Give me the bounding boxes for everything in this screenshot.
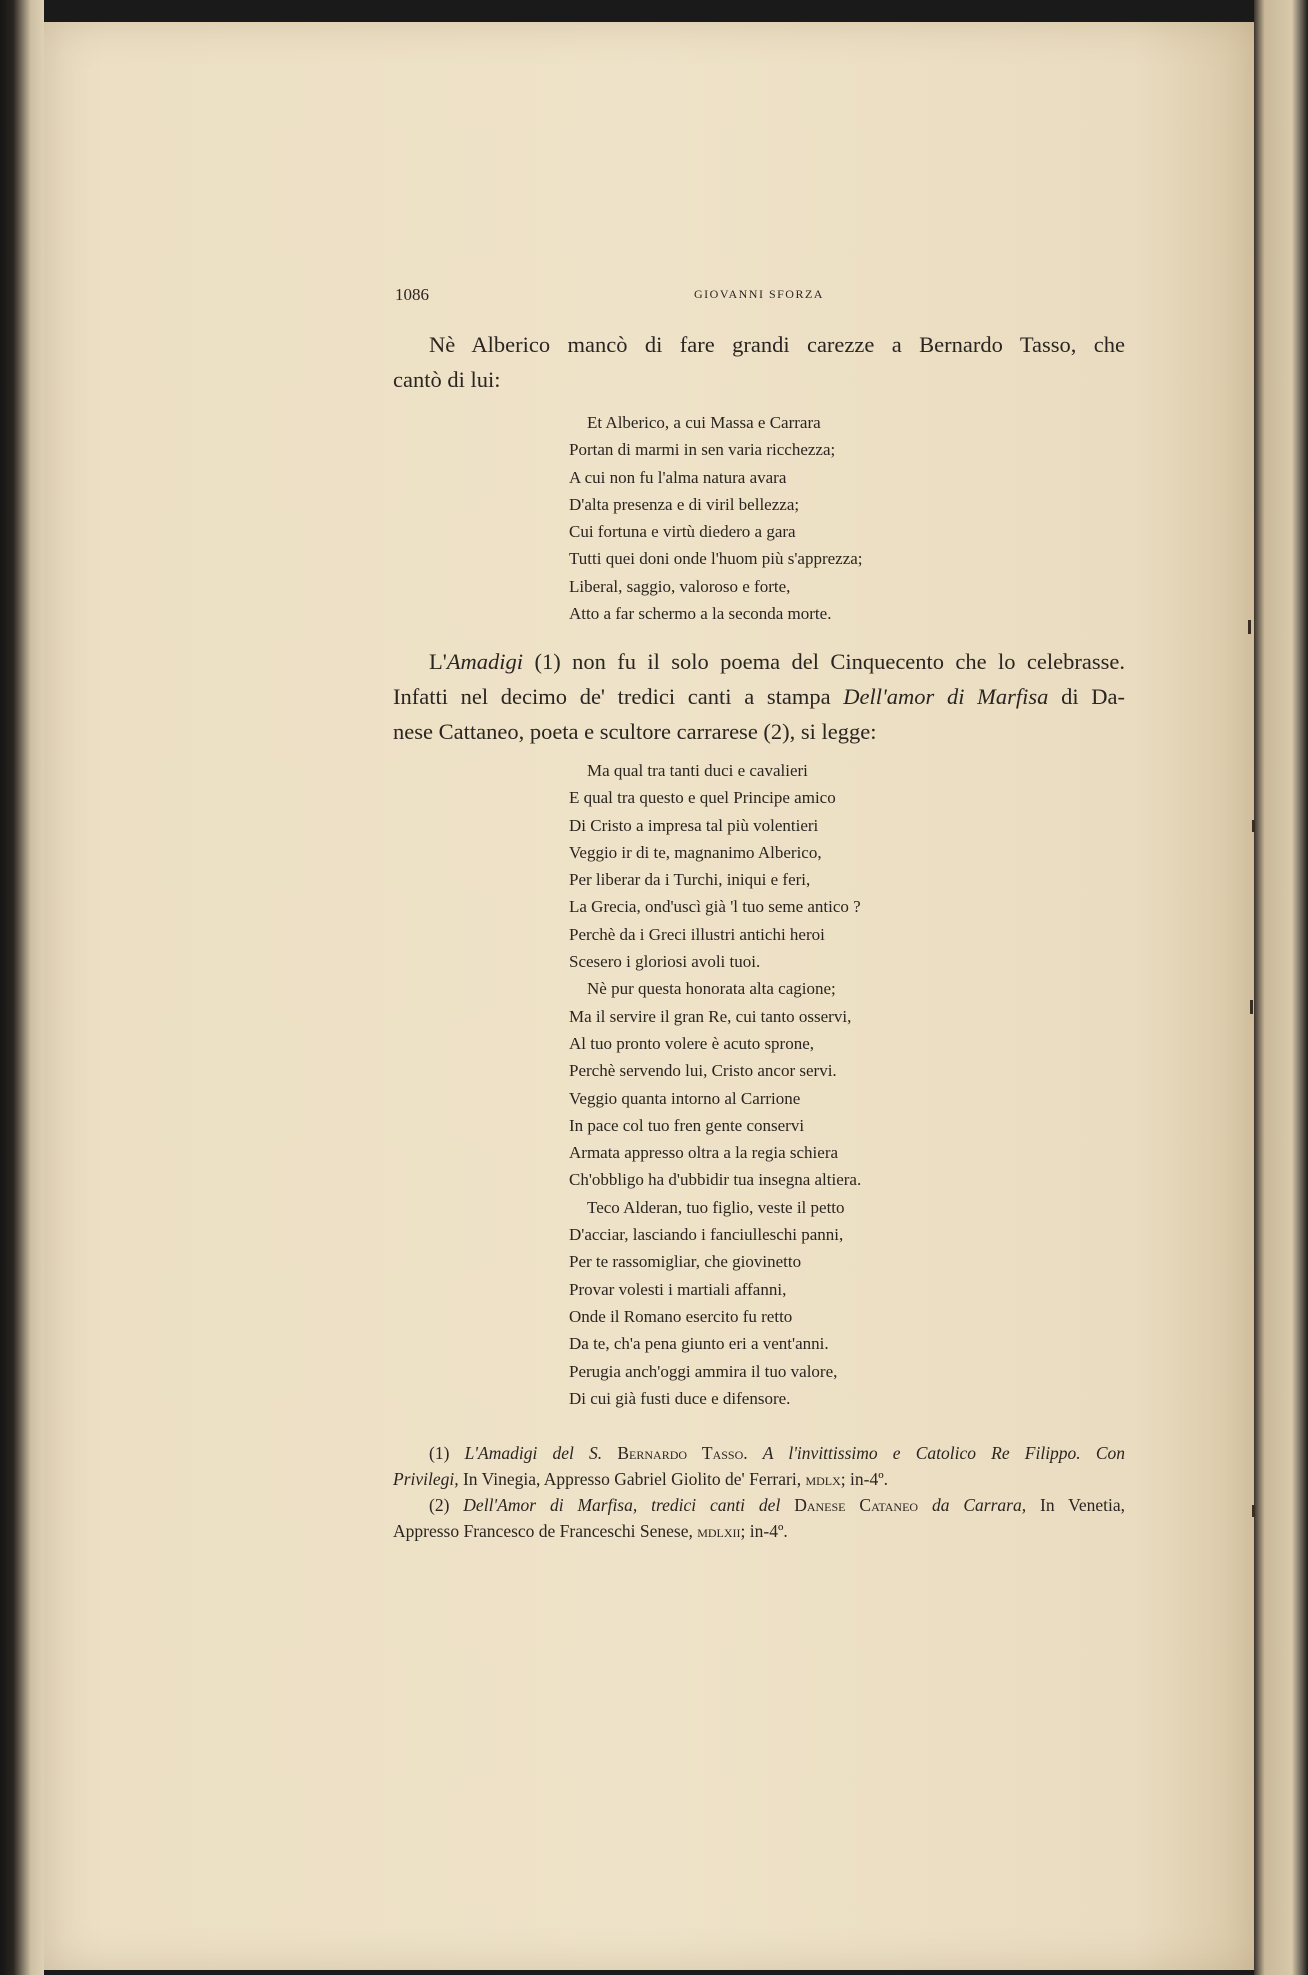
verse-line: D'acciar, lasciando i fanciulleschi panni, <box>569 1225 844 1245</box>
verse-line: Provar volesti i martiali affanni, <box>569 1279 787 1299</box>
paragraph-line: nese Cattaneo, poeta e scultore carrarese (2), si legge: <box>393 719 877 744</box>
footnote-2-line <box>393 1492 1125 1518</box>
verse-line: Perchè servendo lui, Cristo ancor servi. <box>569 1061 837 1081</box>
verse-line: Scesero i gloriosi avoli tuoi. <box>569 952 761 972</box>
text-run: A l'invittissimo e Catolico Re Filippo. Con <box>762 1443 1126 1463</box>
margin-mark <box>1250 1000 1253 1014</box>
text-run: Dell'Amor di Marfisa, tredici canti del <box>463 1495 795 1515</box>
verse-line: Teco Alderan, tuo figlio, veste il petto <box>587 1197 845 1217</box>
text-run: (1) non fu il solo poema del Cinquecento che lo celebrasse. <box>523 649 1125 674</box>
footnote-1-line <box>393 1466 1125 1492</box>
verse-line: Veggio ir di te, magnanimo Alberico, <box>569 842 822 862</box>
verse-line: Nè pur questa honorata alta cagione; <box>587 979 836 999</box>
verse-line: Liberal, saggio, valoroso e forte, <box>569 576 791 596</box>
verse-line: Veggio quanta intorno al Carrione <box>569 1088 801 1108</box>
margin-mark <box>1252 820 1255 832</box>
book-title-amadigi: Amadigi <box>446 649 524 674</box>
verse-line: Et Alberico, a cui Massa e Carrara <box>587 413 821 432</box>
text-run: . <box>743 1443 763 1463</box>
text-run: da Carrara, <box>918 1495 1027 1515</box>
verse-line: Tutti quei doni onde l'huom più s'apprezza; <box>569 549 863 569</box>
paragraph-line: Nè Alberico mancò di fare grandi carezze a Bernardo Tasso, che <box>429 332 1125 357</box>
verse-line: Perugia anch'oggi ammira il tuo valore, <box>569 1361 838 1381</box>
margin-mark <box>1248 620 1251 634</box>
footnote-number: (2) <box>429 1495 464 1515</box>
verse-line: Portan di marmi in sen varia ricchezza; <box>569 440 836 460</box>
verse-line: Per te rassomigliar, che giovinetto <box>569 1252 802 1272</box>
text-run: L' <box>429 649 447 674</box>
running-head: GIOVANNI SFORZA <box>694 287 824 301</box>
footnote-number: (1) <box>429 1443 465 1463</box>
footnotes <box>393 1440 1125 1544</box>
text-run: L'Amadigi del S. <box>464 1443 618 1463</box>
book-title-marfisa: Dell'amor di Marfisa <box>843 684 1049 709</box>
right-book-edge <box>1254 0 1308 1975</box>
verse-line: Al tuo pronto volere è acuto sprone, <box>569 1033 815 1053</box>
verse-line: In pace col tuo fren gente conservi <box>569 1115 805 1135</box>
text-run: di Da- <box>1048 684 1125 709</box>
verse-line: Perchè da i Greci illustri antichi heroi <box>569 924 825 944</box>
verse-line: Di Cristo a impresa tal più volentieri <box>569 815 819 835</box>
text-run: Infatti nel decimo de' tredici canti a stampa <box>393 684 844 709</box>
verse-line: Onde il Romano esercito fu retto <box>569 1306 793 1326</box>
verse-stanza-1 <box>569 409 863 627</box>
verse-line: Di cui già fusti duce e difensore. <box>569 1388 791 1408</box>
paragraph-line <box>393 644 1125 679</box>
verse-line: Ch'obbligo ha d'ubbidir tua insegna altiera. <box>569 1170 862 1190</box>
verse-line: Ma qual tra tanti duci e cavalieri <box>587 761 808 780</box>
text-run: ; in-4º. <box>740 1521 788 1541</box>
text-run: Privilegi, <box>393 1469 459 1489</box>
year-numeral: mdlxii <box>697 1521 741 1541</box>
footnote-2-line <box>393 1518 1125 1544</box>
page-number: 1086 <box>395 285 429 304</box>
verse-line: Da te, ch'a pena giunto eri a vent'anni. <box>569 1334 829 1354</box>
verse-stanza-2 <box>569 757 861 1412</box>
text-run: In Venetia, <box>1026 1495 1126 1515</box>
verse-line: La Grecia, ond'uscì già 'l tuo seme antico ? <box>569 897 861 917</box>
page-header <box>393 285 1125 307</box>
left-book-edge <box>0 0 44 1975</box>
paragraph-2 <box>393 644 1125 749</box>
verse-line: D'alta presenza e di viril bellezza; <box>569 494 800 514</box>
text-run: Appresso Francesco de Franceschi Senese, <box>393 1521 698 1541</box>
verse-line: Per liberar da i Turchi, iniqui e feri, <box>569 870 811 890</box>
author-name: Danese Cataneo <box>794 1495 919 1515</box>
verse-line: Atto a far schermo a la seconda morte. <box>569 604 832 624</box>
paragraph-line: cantò di lui: <box>393 367 501 392</box>
paragraph-line <box>393 679 1125 714</box>
text-run: In Vinegia, Appresso Gabriel Giolito de' Ferrari, <box>458 1469 806 1489</box>
footnote-1-line <box>393 1440 1125 1466</box>
paragraph-1 <box>393 327 1125 397</box>
verse-line: A cui non fu l'alma natura avara <box>569 467 787 487</box>
verse-line: Cui fortuna e virtù diedero a gara <box>569 522 796 542</box>
verse-line: E qual tra questo e quel Principe amico <box>569 788 836 808</box>
verse-line: Ma il servire il gran Re, cui tanto osservi, <box>569 1006 852 1026</box>
margin-mark <box>1252 1505 1255 1517</box>
verse-line: Armata appresso oltra a la regia schiera <box>569 1143 839 1163</box>
author-name: Bernardo Tasso <box>617 1443 744 1463</box>
year-numeral: mdlx <box>805 1469 841 1489</box>
text-run: ; in-4º. <box>840 1469 889 1489</box>
